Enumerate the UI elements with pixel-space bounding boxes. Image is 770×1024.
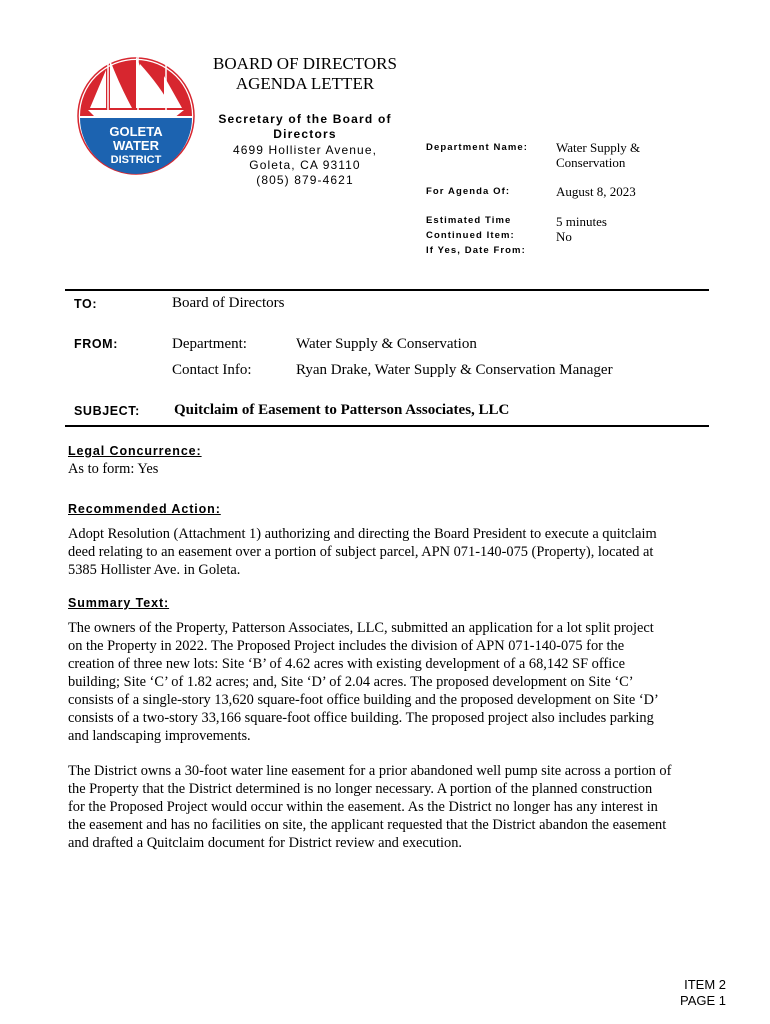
divider-top — [65, 289, 709, 291]
department-name-value — [556, 140, 640, 170]
divider-bottom — [65, 425, 709, 427]
summary-text-heading: Summary Text: — [68, 596, 170, 610]
from-department-value: Water Supply & Conservation — [296, 336, 477, 352]
summary-line: consists of a single-story 13,620 square-foot office building and the proposed development on Site ‘D’ — [68, 692, 659, 708]
address-street: 4699 Hollister Avenue, — [232, 143, 378, 157]
continued-item-label: Continued Item: — [426, 230, 515, 241]
page-footer — [660, 977, 726, 1009]
department-value-line1: Water Supply & — [556, 140, 641, 155]
summary-line: the Property that the District determined is no longer necessary. A portion of the planned construction — [68, 781, 653, 797]
if-yes-date-label: If Yes, Date From: — [426, 245, 526, 256]
logo-text-district: DISTRICT — [110, 154, 162, 166]
secretary-block — [205, 112, 405, 142]
legal-concurrence-text: As to form: Yes — [68, 461, 159, 477]
summary-line: building; Site ‘C’ of 1.82 acres; and, Site ‘D’ of 2.04 acres. The proposed development on Site ‘C’ — [68, 674, 634, 690]
item-number: ITEM 2 — [684, 977, 726, 992]
address-city: Goleta, CA 93110 — [249, 158, 361, 172]
agenda-date-label: For Agenda Of: — [426, 186, 511, 197]
estimated-time-label: Estimated Time — [426, 215, 512, 226]
summary-line: The District owns a 30-foot water line easement for a prior abandoned well pump site across a portion of — [68, 763, 672, 779]
contact-info-value: Ryan Drake, Water Supply & Conservation Manager — [296, 362, 613, 378]
title-line-agenda: AGENDA LETTER — [235, 74, 375, 93]
to-label: TO: — [74, 297, 98, 311]
summary-line: the easement and has no facilities on site, the applicant requested that the District abandon the easement — [68, 817, 667, 833]
department-name-label: Department Name: — [426, 142, 529, 153]
summary-line: for the Proposed Project would occur within the easement. As the District no longer has any interest in — [68, 799, 658, 815]
agenda-date-value: August 8, 2023 — [556, 184, 636, 199]
logo-text-goleta: GOLETA — [109, 124, 163, 139]
legal-concurrence-heading: Legal Concurrence: — [68, 444, 202, 458]
recommended-line: deed relating to an easement over a portion of subject parcel, APN 071-140-075 (Property), located at — [68, 544, 654, 560]
summary-line: on the Property in 2022. The Proposed Project includes the division of APN 071-140-075 for the — [68, 638, 625, 654]
secretary-line1: Secretary of the Board of — [218, 112, 392, 126]
secretary-line2: Directors — [273, 127, 337, 141]
recommended-action-text — [68, 525, 708, 579]
recommended-action-heading: Recommended Action: — [68, 502, 221, 516]
continued-item-value: No — [556, 229, 572, 244]
summary-line: creation of three new lots: Site ‘B’ of 4.62 acres with existing development of a 68,142 SF office — [68, 656, 625, 672]
subject-value: Quitclaim of Easement to Patterson Associates, LLC — [174, 402, 510, 418]
estimated-time-value: 5 minutes — [556, 214, 607, 229]
logo-text-water: WATER — [113, 138, 159, 153]
address-phone: (805) 879-4621 — [256, 173, 354, 187]
department-value-line2: Conservation — [556, 155, 626, 170]
recommended-line: Adopt Resolution (Attachment 1) authorizing and directing the Board President to execute a quitclaim — [68, 526, 657, 542]
summary-line: consists of a two-story 33,166 square-foot office building. The proposed project also includes parking — [68, 710, 654, 726]
from-label: FROM: — [74, 337, 118, 351]
contact-info-key: Contact Info: — [172, 362, 252, 378]
summary-paragraph-1 — [68, 619, 708, 745]
page-number: PAGE 1 — [679, 993, 726, 1008]
subject-label: SUBJECT: — [74, 404, 140, 418]
goleta-water-district-logo — [76, 46, 196, 178]
page-title — [205, 54, 405, 94]
title-line-board: BOARD OF DIRECTORS — [213, 54, 397, 73]
from-department-key: Department: — [172, 336, 247, 352]
recommended-line: 5385 Hollister Ave. in Goleta. — [68, 562, 241, 578]
address-block — [205, 143, 405, 188]
summary-line: and drafted a Quitclaim document for District review and execution. — [68, 835, 462, 851]
summary-line: and landscaping improvements. — [68, 728, 251, 744]
to-value: Board of Directors — [172, 295, 285, 311]
summary-line: The owners of the Property, Patterson Associates, LLC, submitted an application for a lot split project — [68, 620, 654, 636]
logo-sailboat-icon — [76, 46, 196, 178]
summary-paragraph-2 — [68, 762, 708, 852]
